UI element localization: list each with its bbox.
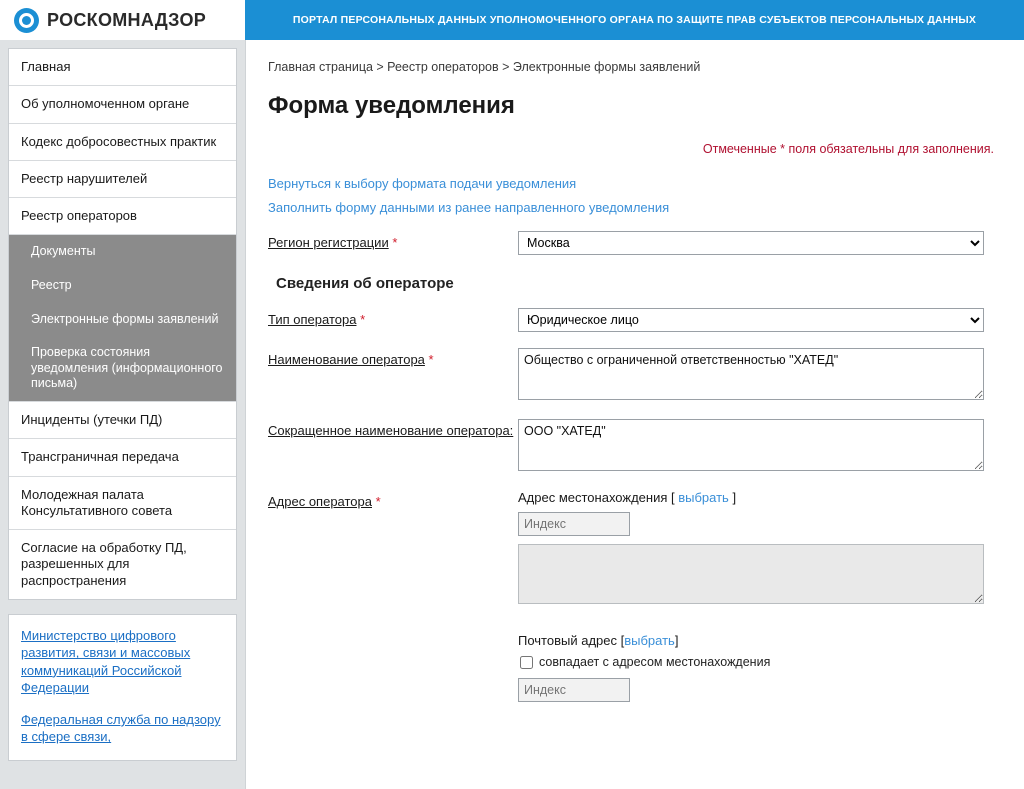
field-row-region [268, 231, 1004, 255]
label-operator-address [268, 490, 518, 511]
body-area [0, 40, 1024, 789]
sidebar-item-about[interactable]: Об уполномоченном органе [9, 86, 236, 123]
label-operator-short-name [268, 419, 518, 440]
field-operator-address [518, 490, 986, 702]
location-address-label: Адрес местонахождения [ [518, 490, 675, 505]
sidebar-menu [8, 48, 237, 600]
location-address-label-end: ] [732, 490, 737, 505]
textarea-location-address[interactable] [518, 544, 984, 604]
select-region[interactable] [518, 231, 984, 255]
field-operator-short-name [518, 419, 986, 474]
page-title: Форма уведомления [268, 92, 515, 119]
field-row-operator-type [268, 308, 1004, 332]
label-operator-type [268, 308, 518, 329]
sidebar-submenu [9, 235, 236, 402]
sidebar-subitem-notification-status[interactable]: Проверка состояния уведомления (информационного письма) [31, 345, 223, 391]
field-region [518, 231, 986, 255]
textarea-operator-name[interactable] [518, 348, 984, 400]
label-operator-type-required: * [360, 312, 366, 327]
sidebar-subitem-registry[interactable]: Реестр [31, 277, 72, 292]
checkbox-same-as-location[interactable] [520, 656, 533, 669]
link-return-to-format-selection[interactable]: Вернуться к выбору формата подачи уведомления [268, 176, 577, 191]
site-header [0, 0, 1024, 40]
checkbox-same-as-location-label: совпадает с адресом местонахождения [539, 655, 771, 669]
sidebar-item-youth-chamber[interactable]: Молодежная палата Консультативного совета [9, 477, 236, 531]
sidebar-item-home[interactable]: Главная [9, 49, 236, 86]
sub-head-postal-address [518, 633, 986, 648]
link-select-location-address[interactable]: выбрать [678, 490, 729, 505]
required-fields-note: Отмеченные * поля обязательны для заполнения. [702, 142, 994, 156]
section-title-operator-info: Сведения об операторе [276, 275, 454, 292]
select-operator-type[interactable] [518, 308, 984, 332]
header-banner: ПОРТАЛ ПЕРСОНАЛЬНЫХ ДАННЫХ УПОЛНОМОЧЕННОГО ОРГАНА ПО ЗАЩИТЕ ПРАВ СУБЪЕКТОВ ПЕРСОНАЛЬНЫХ ДАННЫХ [245, 0, 1024, 40]
logo-text: РОСКОМНАДЗОР [47, 9, 207, 30]
label-region-required: * [392, 235, 398, 250]
textarea-operator-short-name[interactable] [518, 419, 984, 471]
checkbox-row-same-as-location [518, 655, 986, 669]
sidebar-item-consent-distribution[interactable]: Согласие на обработку ПД, разрешенных для распространения [21, 540, 187, 588]
external-link-mincifry[interactable]: Министерство цифрового развития, связи и массовых коммуникаций Российской Федерации [21, 627, 191, 696]
sidebar-external-links [8, 614, 237, 761]
input-postal-index[interactable] [518, 678, 630, 702]
field-row-operator-name [268, 348, 1004, 403]
field-operator-name [518, 348, 986, 403]
external-link-federal-service[interactable]: Федеральная служба по надзору в сфере связи, [21, 711, 221, 745]
label-operator-name-text: Наименование оператора [268, 352, 425, 367]
label-operator-name-required: * [428, 352, 434, 367]
link-prefill-from-previous-notification[interactable]: Заполнить форму данными из ранее направленного уведомления [268, 200, 670, 215]
sidebar-item-incidents[interactable]: Инциденты (утечки ПД) [9, 402, 236, 439]
label-operator-short-name-text: Сокращенное наименование оператора: [268, 423, 514, 438]
site-logo[interactable] [0, 0, 245, 40]
sidebar [0, 40, 245, 789]
roskomnadzor-logo-icon [14, 8, 39, 33]
sub-head-location-address [518, 490, 986, 505]
input-location-index[interactable] [518, 512, 630, 536]
sidebar-item-code-of-practice[interactable]: Кодекс добросовестных практик [9, 124, 236, 161]
postal-address-label-end: ] [674, 633, 679, 648]
label-region [268, 231, 518, 252]
sidebar-subitem-electronic-forms[interactable]: Электронные формы заявлений [31, 311, 219, 326]
label-operator-type-text: Тип оператора [268, 312, 357, 327]
label-operator-address-required: * [375, 494, 381, 509]
breadcrumb[interactable]: Главная страница > Реестр операторов > Электронные формы заявлений [268, 60, 701, 74]
sidebar-item-violators-registry[interactable]: Реестр нарушителей [9, 161, 236, 198]
link-select-postal-address[interactable]: выбрать [624, 633, 675, 648]
field-row-operator-short-name [268, 419, 1004, 474]
main-content [245, 40, 1024, 789]
label-operator-address-text: Адрес оператора [268, 494, 372, 509]
label-region-text: Регион регистрации [268, 235, 389, 250]
label-operator-name [268, 348, 518, 369]
sidebar-item-operators-registry[interactable]: Реестр операторов [9, 198, 236, 235]
field-operator-type [518, 308, 986, 332]
sidebar-item-cross-border[interactable]: Трансграничная передача [9, 439, 236, 476]
postal-address-label: Почтовый адрес [ [518, 633, 625, 648]
sidebar-subitem-documents[interactable]: Документы [31, 244, 96, 259]
field-row-operator-address [268, 490, 1004, 702]
